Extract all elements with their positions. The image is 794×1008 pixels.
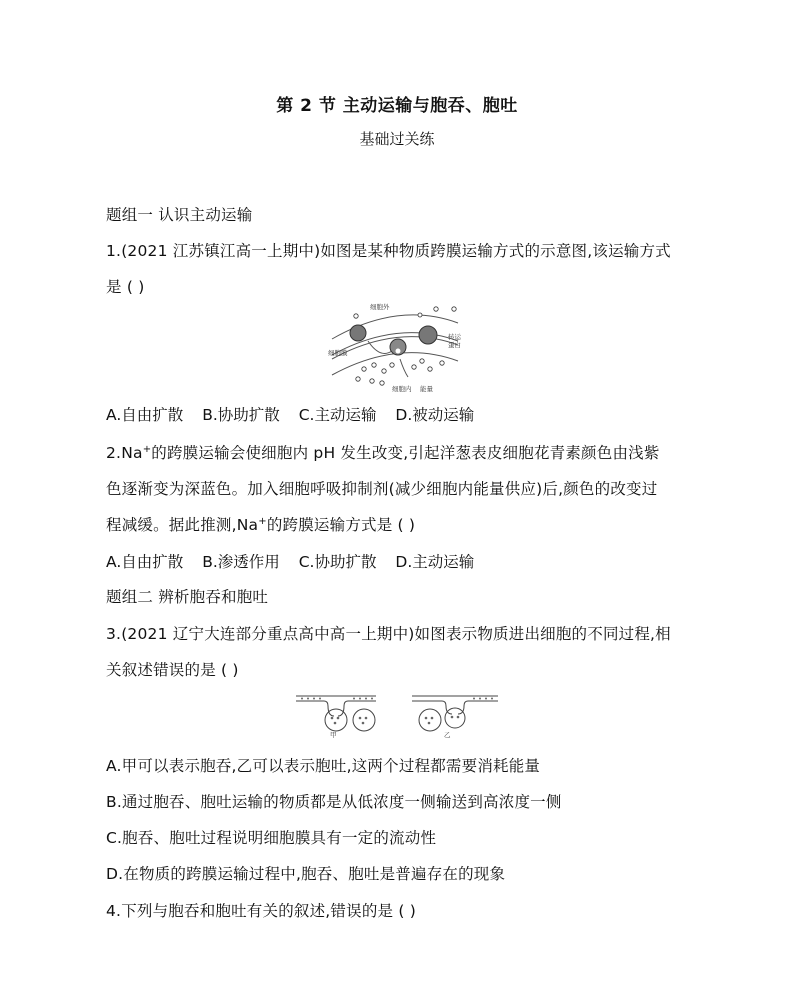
- section-subtitle: 基础过关练: [359, 130, 435, 148]
- q2-option-b[interactable]: B.渗透作用: [202, 553, 280, 571]
- label-outside: 细胞外: [370, 303, 390, 311]
- question-1-options: [106, 403, 488, 425]
- q1-option-a[interactable]: A.自由扩散: [106, 406, 184, 424]
- group-heading-1: 题组一 认识主动运输: [106, 206, 253, 224]
- q2-option-c[interactable]: C.协助扩散: [298, 553, 377, 571]
- question-2-line-3: 程减缓。据此推测,Na+的跨膜运输方式是 ( ): [106, 515, 416, 534]
- label-inside: 细胞内: [392, 385, 412, 393]
- q3-option-b[interactable]: B.通过胞吞、胞吐运输的物质都是从低浓度一侧输送到高浓度一侧: [106, 793, 562, 811]
- q2-option-a[interactable]: A.自由扩散: [106, 553, 184, 571]
- q1-option-d[interactable]: D.被动运输: [395, 406, 475, 424]
- q3-option-a[interactable]: A.甲可以表示胞吞,乙可以表示胞吐,这两个过程都需要消耗能量: [106, 757, 541, 775]
- question-3-line-1: 3.(2021 辽宁大连部分重点高中高一上期中)如图表示物质进出细胞的不同过程,相: [106, 625, 671, 643]
- question-2-line-2: 色逐渐变为深蓝色。加入细胞呼吸抑制剂(减少细胞内能量供应)后,颜色的改变过: [106, 480, 658, 498]
- label-energy: 能量: [420, 385, 433, 393]
- q1-option-b[interactable]: B.协助扩散: [202, 406, 280, 424]
- label-jia: 甲: [330, 731, 337, 738]
- question-1-line-1: 1.(2021 江苏镇江高一上期中)如图是某种物质跨膜运输方式的示意图,该运输方式: [106, 242, 671, 260]
- section-title: 第 2 节 主动运输与胞吞、胞吐: [276, 96, 518, 116]
- group-heading-2: 题组二 辨析胞吞和胞吐: [106, 588, 269, 606]
- question-4-line-1: 4.下列与胞吞和胞吐有关的叙述,错误的是 ( ): [106, 902, 416, 920]
- q3-option-d[interactable]: D.在物质的跨膜运输过程中,胞吞、胞吐是普遍存在的现象: [106, 865, 506, 883]
- label-yi: 乙: [444, 731, 451, 738]
- question-1-line-2: 是 ( ): [106, 278, 145, 296]
- q3-option-c[interactable]: C.胞吞、胞吐过程说明细胞膜具有一定的流动性: [106, 829, 437, 847]
- active-transport-diagram: [328, 299, 470, 395]
- question-3-line-2: 关叙述错误的是 ( ): [106, 661, 239, 679]
- label-carrier-2: 蛋白: [448, 341, 461, 349]
- question-2-options: [106, 550, 488, 572]
- q2-option-d[interactable]: D.主动运输: [395, 553, 475, 571]
- endocytosis-exocytosis-diagram: [294, 692, 500, 738]
- label-membrane: 细胞膜: [328, 349, 348, 357]
- q1-option-c[interactable]: C.主动运输: [298, 406, 377, 424]
- label-carrier: 转运: [448, 333, 461, 341]
- question-2-line-1: 2.Na+的跨膜运输会使细胞内 pH 发生改变,引起洋葱表皮细胞花青素颜色由浅紫: [106, 443, 660, 462]
